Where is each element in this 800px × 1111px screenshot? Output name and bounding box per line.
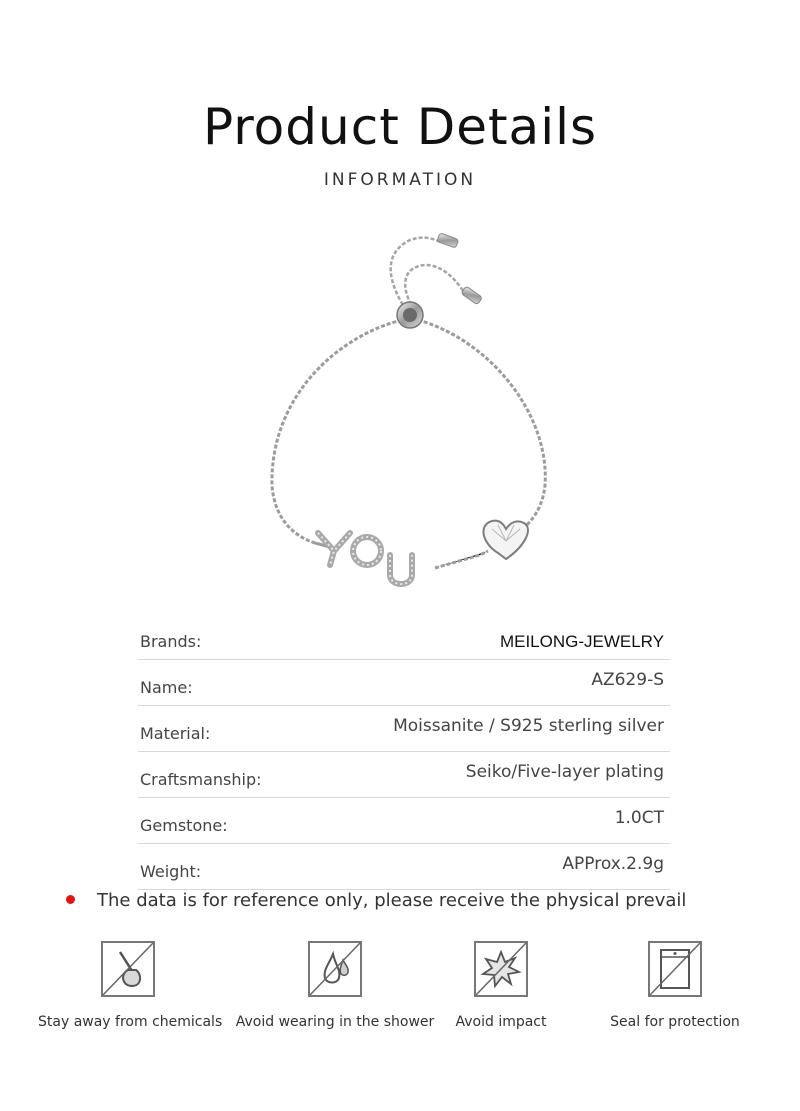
care-item-impact [440, 940, 562, 1030]
spec-label: Brands: [140, 632, 202, 651]
seal-bag-icon [647, 940, 703, 998]
spec-value: 1.0CT [614, 808, 664, 828]
spec-row-craftsmanship [138, 752, 670, 798]
impact-icon [473, 940, 529, 998]
spec-row-brand [138, 618, 670, 660]
page-subtitle: INFORMATION [323, 170, 477, 190]
spec-label: Name: [140, 678, 193, 697]
spec-value: Moissanite / S925 sterling silver [393, 716, 664, 736]
spec-row-gemstone [138, 798, 670, 844]
care-label: Stay away from chemicals [38, 1014, 223, 1030]
spec-value: AZ629-S [591, 670, 664, 690]
spec-row-weight [138, 844, 670, 890]
spec-row-material [138, 706, 670, 752]
spec-value: APProx.2.9g [562, 854, 664, 874]
spec-label: Weight: [140, 862, 202, 881]
care-label: Avoid impact [455, 1014, 547, 1030]
care-instructions [0, 940, 800, 1050]
spec-label: Craftsmanship: [140, 770, 262, 789]
bracelet-image [230, 225, 570, 605]
spec-label: Material: [140, 724, 211, 743]
disclaimer-text: The data is for reference only, please receive the physical prevail [97, 890, 687, 911]
spec-value: Seiko/Five-layer plating [465, 762, 664, 782]
care-item-seal [600, 940, 750, 1030]
spec-label: Gemstone: [140, 816, 228, 835]
care-item-chemicals [38, 940, 223, 1030]
spec-table [138, 618, 670, 890]
care-label: Avoid wearing in the shower [235, 1014, 435, 1030]
bullet-dot-icon [66, 895, 75, 904]
spec-value: MEILONG-JEWELRY [499, 632, 664, 651]
spec-row-name [138, 660, 670, 706]
care-item-shower [232, 940, 438, 1030]
chemicals-icon [100, 940, 156, 998]
shower-icon [307, 940, 363, 998]
disclaimer-note [66, 890, 766, 911]
page-title: Product Details [202, 98, 598, 156]
care-label: Seal for protection [610, 1014, 740, 1030]
